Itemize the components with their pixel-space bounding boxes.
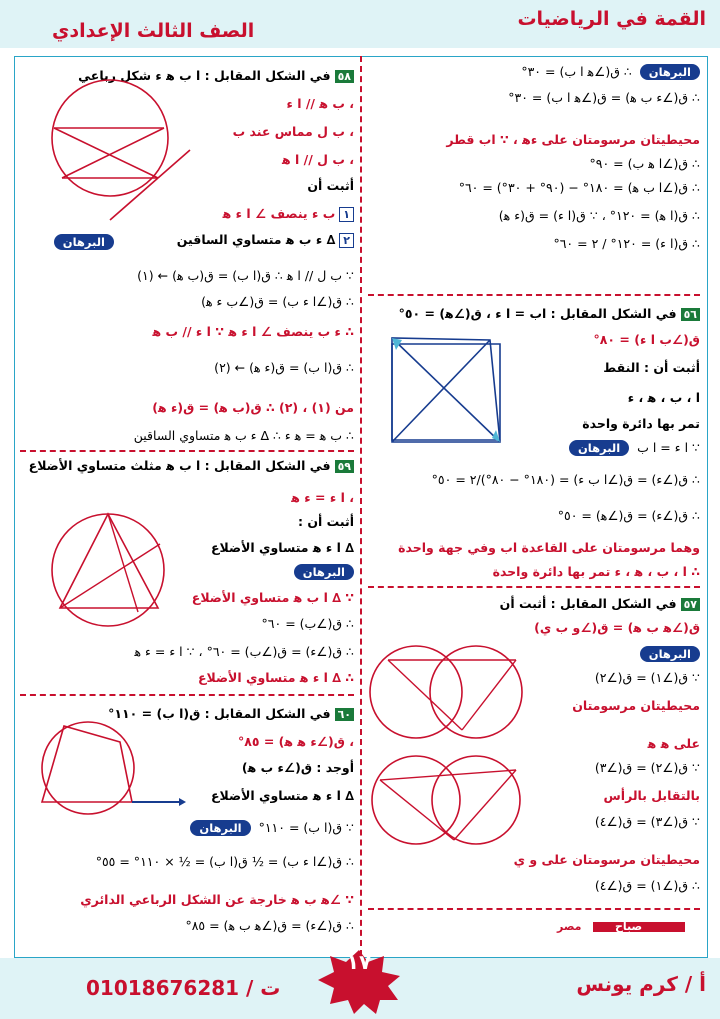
- figure-q56: [380, 330, 510, 450]
- proof-badge: البرهان: [54, 234, 114, 250]
- proof-line: ∵ ق(∠٣) = ق(∠٤): [594, 814, 700, 829]
- question-text: في الشكل المقابل : اب = ا ء ، ق(∠ﻫ) = ٥٠°: [398, 306, 677, 321]
- question-prove: أثبت أن :: [298, 514, 354, 529]
- question-find: أوجد : ق(∠ء ب ﻫ): [241, 760, 354, 775]
- proof-line: ∴ ∆ ا ء ﻫ متساوي الأضلاع: [197, 670, 354, 685]
- question-prove: ب ء ينصف ∠ ا ء ﻫ: [222, 206, 336, 221]
- section-separator: [368, 908, 700, 910]
- question-text: في الشكل المقابل : ق(ا ب) = ١١٠°: [108, 706, 331, 721]
- proof-line: وهما مرسومتان على القاعدة اب وفي جهة واحدة: [398, 540, 700, 555]
- proof-line: محيطيتان مرسومتان على و ي: [513, 852, 700, 867]
- proof-line: بالتقابل بالرأس: [603, 788, 700, 803]
- proof-line: ∴ ق(∠ﻫ ا ب) = ٣٠°: [521, 64, 632, 79]
- proof-badge: البرهان: [640, 64, 700, 80]
- question-given: ، ب ل // ا ﻫ: [282, 152, 354, 167]
- proof-line: ∴ ا ، ب ، ﻫ ، ء تمر بها دائرة واحدة: [492, 564, 700, 579]
- question-given: ق(∠ب ا ء) = ٨٠°: [593, 332, 700, 347]
- proof-line: ∴ ق(∠ا ﻫ ب) = ٩٠°: [589, 156, 700, 171]
- question-number: ٦٠: [335, 708, 354, 721]
- figure-q59: [46, 508, 176, 628]
- page-number: ١٧: [346, 950, 372, 974]
- proof-line: ∴ ق(∠ء) = ق(∠ا ب ء) = (١٨٠° − ٨٠°)/٢ = ٥٠°: [431, 472, 700, 487]
- teacher-name: أ / كرم يونس: [576, 972, 706, 996]
- question-text: في الشكل المقابل : ا ب ﻫ مثلث متساوي الأضلاع: [28, 458, 331, 473]
- question-prove: ∆ ا ء ﻫ متساوي الأضلاع: [211, 540, 354, 555]
- page-number-badge: [316, 950, 402, 1014]
- question-given: ، ق(∠ء ﻫ ﻫ) = ٨٥°: [237, 734, 354, 749]
- question-text: في الشكل المقابل : أثبت أن: [499, 596, 677, 611]
- question-number: ٥٦: [681, 308, 700, 321]
- proof-line: ∴ ق(∠ا ء ب) = ½ ق(ا ب) = ½ × ١١٠° = ٥٥°: [95, 854, 354, 869]
- grade-title: الصف الثالث الإعدادي: [52, 20, 255, 42]
- question-given: ، ب ل مماس عند ب: [232, 124, 354, 139]
- proof-line: ∵ ق(∠٢) = ق(∠٣): [594, 760, 700, 775]
- proof-badge: البرهان: [190, 820, 250, 836]
- proof-line: ∴ ق(∠ا ء ب) = ق(∠ب ء ﻫ): [201, 294, 354, 309]
- question-number: ٥٧: [681, 598, 700, 611]
- logo-text: مصر: [557, 920, 582, 933]
- question-prove: أثبت أن: [307, 178, 354, 193]
- question-prove: ∆ ا ء ﻫ متساوي الأضلاع: [211, 788, 354, 803]
- item-marker: ٢: [339, 233, 354, 248]
- book-title: القمة في الرياضيات: [517, 8, 706, 30]
- figure-q57: [368, 640, 528, 850]
- proof-line: ∴ ق(∠ء) = ق(∠ب) = ٦٠° ، ∵ ا ء = ء ﻫ: [134, 644, 354, 659]
- proof-line: من (١) ، (٢) ∴ ق(ب ﻫ) = ق(ء ﻫ): [152, 400, 354, 415]
- proof-line: ∴ ق(ا ء) = ١٢٠° / ٢ = ٦٠°: [553, 236, 700, 251]
- teacher-phone: ت / 01018676281: [86, 976, 281, 1000]
- section-separator: [20, 450, 354, 452]
- section-separator: [368, 294, 700, 296]
- proof-line: محيطيتان مرسومتان على ءﻫ ، ∵ اب قطر: [446, 132, 700, 147]
- question-given: ق(∠ﻫ ب ﻫ) = ق(∠و ب ي): [534, 620, 700, 635]
- section-separator: [368, 586, 700, 588]
- logo-text: صباح: [615, 920, 643, 933]
- proof-badge: البرهان: [294, 564, 354, 580]
- proof-line: ∴ ق(ا ب) = ق(ء ﻫ) ← (٢): [214, 360, 354, 375]
- proof-line: ∴ ق(ا ﻫ) = ١٢٠° ، ∵ ق(ا ء) = ق(ء ﻫ): [498, 208, 700, 223]
- proof-line: ∵ ب ل // ا ﻫ ∴ ق(ا ب) = ق(ب ﻫ) ← (١): [137, 268, 354, 283]
- proof-line: محيطيتان مرسومتان: [572, 698, 700, 713]
- figure-q58: [40, 70, 200, 230]
- item-marker: ١: [339, 207, 354, 222]
- proof-line: ∵ ق(∠١) = ق(∠٢): [594, 670, 700, 685]
- proof-line: ∵ ∆ ا ب ﻫ متساوي الأضلاع: [191, 590, 354, 605]
- proof-line: ∵ ا ء = ا ب: [637, 440, 700, 455]
- proof-line: ∴ ق(∠ء ب ﻫ) = ق(∠ﻫ ا ب) = ٣٠°: [508, 90, 700, 105]
- proof-line: ∴ ب ﻫ = ﻫ ء ∴ ∆ ء ب ﻫ متساوي الساقين: [133, 428, 354, 443]
- question-prove: تمر بها دائرة واحدة: [582, 416, 700, 431]
- proof-line: ∵ ∠ﻫ ب ﻫ خارجة عن الشكل الرباعي الدائري: [80, 892, 354, 907]
- question-prove: ا ، ب ، ﻫ ، ء: [627, 390, 700, 405]
- proof-line: ∴ ء ب ينصف ∠ ا ء ﻫ ∵ ا ء // ب ﻫ: [152, 324, 354, 339]
- question-text: في الشكل المقابل : ا ب ﻫ ء شكل رباعي: [78, 68, 331, 83]
- proof-line: ∴ ق(∠ء) = ق(∠ﻫ) = ٥٠°: [557, 508, 700, 523]
- question-prove: ∆ ء ب ﻫ متساوي الساقين: [176, 232, 336, 247]
- question-prove: أثبت أن : النقط: [603, 360, 700, 375]
- proof-line: ∵ ق(ا ب) = ١١٠°: [258, 820, 354, 835]
- question-given: ، ا ء = ء ﻫ: [291, 490, 354, 505]
- question-number: ٥٨: [335, 70, 354, 83]
- question-number: ٥٩: [335, 460, 354, 473]
- figure-q60: [34, 722, 184, 822]
- column-divider: [360, 56, 362, 956]
- publisher-logo: [557, 920, 687, 934]
- proof-line: ∴ ق(∠١) = ق(∠٤): [594, 878, 700, 893]
- question-given: ، ب ﻫ // ا ء: [286, 96, 354, 111]
- proof-line: ∴ ق(∠ا ب ﻫ) = ١٨٠° − (٩٠° + ٣٠°) = ٦٠°: [458, 180, 700, 195]
- proof-line: ∴ ق(∠ء) = ق(∠ﻫ ب ﻫ) = ٨٥°: [185, 918, 354, 933]
- proof-badge: البرهان: [569, 440, 629, 456]
- proof-line: ∴ ق(∠ب) = ٦٠°: [261, 616, 354, 631]
- proof-badge: البرهان: [640, 646, 700, 662]
- proof-line: على ﻫ ﻫ: [647, 736, 700, 751]
- section-separator: [20, 694, 354, 696]
